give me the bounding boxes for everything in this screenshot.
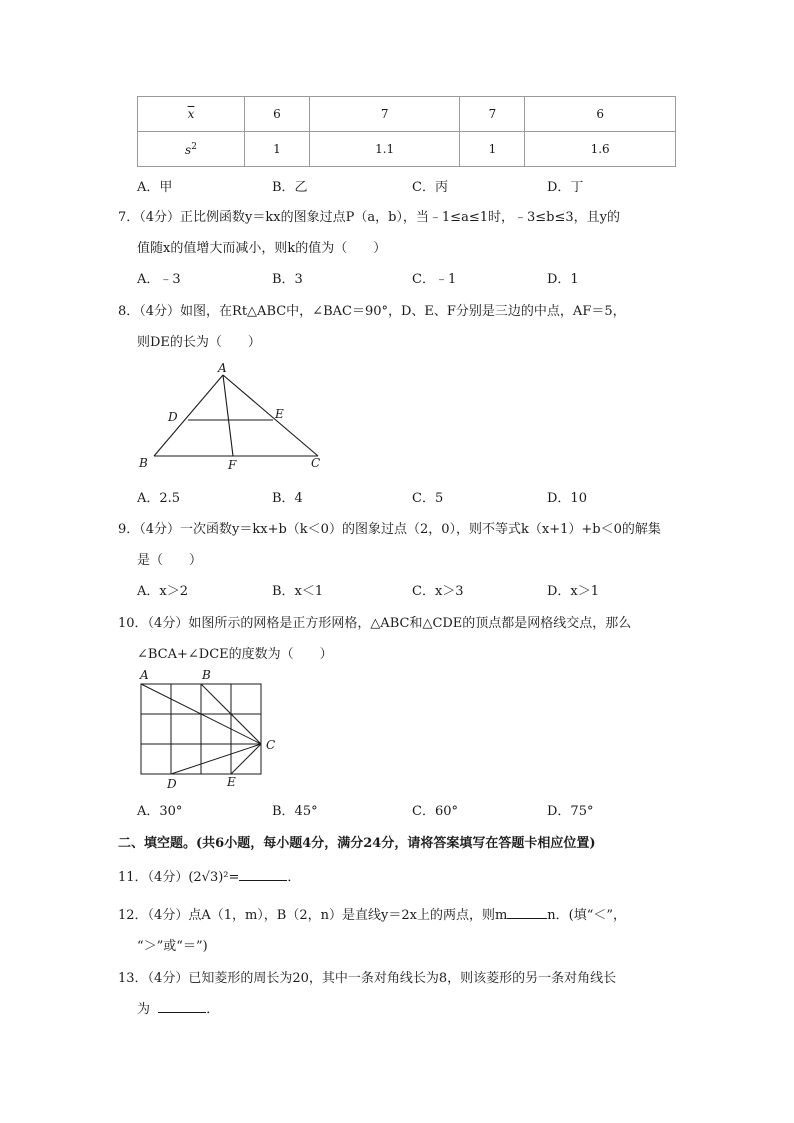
q8-option-a: A．2.5 bbox=[137, 491, 181, 506]
q8-triangle-figure bbox=[130, 358, 340, 476]
segment-ac bbox=[223, 375, 318, 456]
q10-option-c: C．60° bbox=[412, 804, 458, 819]
label-c: C bbox=[311, 456, 321, 470]
q12-stem-line2: “＞”或“＝”) bbox=[137, 939, 208, 954]
label-e: E bbox=[275, 407, 284, 421]
q7-option-d: D．1 bbox=[547, 272, 579, 287]
q7-option-a: A．﹣3 bbox=[137, 272, 181, 287]
q7-stem-line2: 值随x的值增大而减小，则k的值为（ ） bbox=[137, 241, 387, 256]
q10-option-b: B．45° bbox=[272, 804, 318, 819]
q8-option-d: D．10 bbox=[547, 491, 587, 506]
q8-option-b: B．4 bbox=[272, 491, 303, 506]
label-e: E bbox=[227, 775, 236, 789]
q11-stem bbox=[118, 866, 300, 885]
segment-dc bbox=[171, 744, 261, 774]
q10-stem-line1: 10．（4分）如图所示的网格是正方形网格，△ABC和△CDE的顶点都是网格线交点，那么 bbox=[118, 616, 632, 631]
table-cell: 1 bbox=[245, 132, 310, 167]
q13-answer-blank bbox=[158, 1000, 206, 1013]
table-row bbox=[138, 97, 676, 132]
stats-table bbox=[137, 96, 676, 167]
q11-suffix: ． bbox=[287, 870, 301, 885]
q6-option-a: A．甲 bbox=[137, 180, 173, 195]
label-c: C bbox=[266, 738, 276, 752]
q7-stem-line1: 7．（4分）正比例函数y＝kx的图象过点P（a，b），当﹣1≤a≤1时，﹣3≤b≤3，且y的 bbox=[118, 210, 620, 225]
table-cell: 6 bbox=[525, 97, 676, 132]
q11-expression: (2√3)²= bbox=[188, 870, 240, 885]
label-d: D bbox=[167, 777, 177, 791]
q9-option-a: A．x＞2 bbox=[137, 584, 188, 599]
q7-option-b: B．3 bbox=[272, 272, 303, 287]
table-cell: 6 bbox=[245, 97, 310, 132]
q7-option-c: C．﹣1 bbox=[412, 272, 457, 287]
table-cell: 1.1 bbox=[309, 132, 460, 167]
q13-stem-line1: 13．（4分）已知菱形的周长为20，其中一条对角线长为8，则该菱形的另一条对角线长 bbox=[118, 971, 617, 986]
q8-option-c: C．5 bbox=[412, 491, 444, 506]
q9-option-d: D．x＞1 bbox=[547, 584, 600, 599]
q9-stem-line2: 是（ ） bbox=[137, 553, 203, 568]
label-b: B bbox=[202, 668, 211, 682]
segment-af bbox=[223, 375, 233, 456]
q6-option-c: C．丙 bbox=[412, 180, 448, 195]
q11-prefix: 11．（4分） bbox=[118, 870, 189, 885]
q8-stem-line2: 则DE的长为（ ） bbox=[137, 335, 261, 350]
q10-stem-line2: ∠BCA+∠DCE的度数为（ ） bbox=[137, 647, 333, 662]
table-row bbox=[138, 132, 676, 167]
label-b: B bbox=[139, 456, 148, 470]
label-f: F bbox=[228, 458, 237, 472]
label-a: A bbox=[140, 668, 149, 682]
q9-option-b: B．x＜1 bbox=[272, 584, 324, 599]
section-heading: 二、填空题。(共6小题，每小题4分，满分24分，请将答案填写在答题卡相应位置) bbox=[118, 836, 596, 851]
q12-answer-blank bbox=[507, 906, 547, 919]
q9-stem-line1: 9．（4分）一次函数y＝kx+b（k＜0）的图象过点（2，0），则不等式k（x+1）+b＜0的解集 bbox=[118, 522, 661, 537]
q13-suffix: ． bbox=[206, 1002, 220, 1017]
q13-stem-line2 bbox=[137, 998, 219, 1017]
q11-answer-blank bbox=[239, 868, 287, 881]
q10-grid-figure bbox=[130, 664, 290, 792]
q12-stem-line1 bbox=[118, 904, 626, 923]
table-cell: 1 bbox=[460, 132, 525, 167]
table-head-mean: $\overline{x}$ bbox=[138, 97, 245, 132]
q10-option-a: A．30° bbox=[137, 804, 183, 819]
table-cell: 1.6 bbox=[525, 132, 676, 167]
segment-ab bbox=[154, 375, 223, 456]
label-d: D bbox=[168, 410, 178, 424]
table-cell: 7 bbox=[460, 97, 525, 132]
q9-option-c: C．x＞3 bbox=[412, 584, 464, 599]
q12-prefix: 12．（4分）点A（1，m），B（2，n）是直线y＝2x上的两点，则m bbox=[118, 908, 508, 923]
q13-prefix: 为 bbox=[137, 1002, 151, 1017]
table-cell: 7 bbox=[309, 97, 460, 132]
q10-option-d: D．75° bbox=[547, 804, 594, 819]
q8-stem-line1: 8．（4分）如图，在Rt△ABC中，∠BAC＝90°，D、E、F分别是三边的中点，AF＝5， bbox=[118, 304, 626, 319]
table-head-variance: $s^2$ bbox=[138, 132, 245, 167]
label-a: A bbox=[218, 361, 227, 375]
q12-suffix: n．(填“＜”， bbox=[547, 908, 627, 923]
q6-option-d: D．丁 bbox=[547, 180, 584, 195]
q6-option-b: B．乙 bbox=[272, 180, 308, 195]
